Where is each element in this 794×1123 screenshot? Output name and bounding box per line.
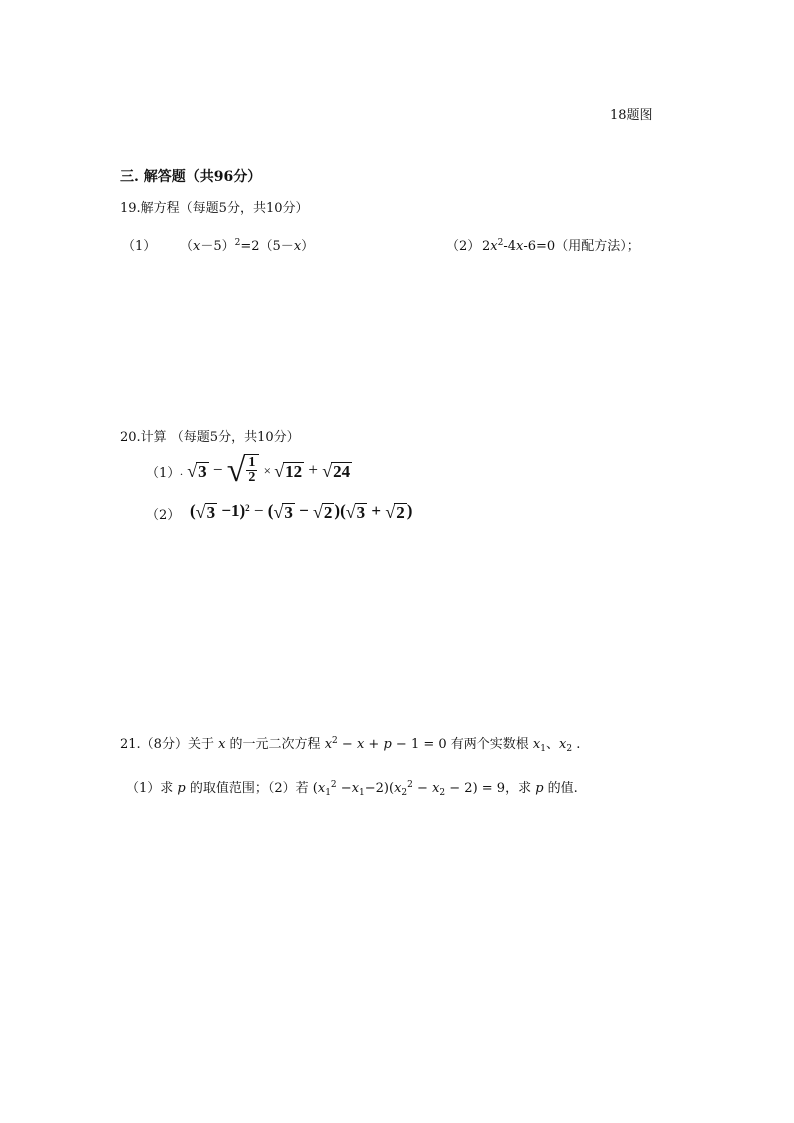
q19-part2-expression: $2x^2-4x-6=0$（用配方法）； (482, 238, 640, 254)
figure-caption: 18题图 (610, 108, 653, 123)
section-title: 三. 解答题（共96分） (120, 169, 262, 185)
q19-header: 19.解方程（每题5分，共10分） (120, 201, 309, 216)
q21-statement: 21.（8分）关于 x 的一元二次方程 $x^2 - x + p - 1 = 0$ 有两个实数根 $x_1$、$x_2$ . (120, 736, 581, 754)
q20-part2-label: （2） (146, 508, 181, 523)
q20-part2-expression: ( √ 3 −1)$^2$ − ( √ 3 − √ 2 )( √ 3 + √ 2 ) (190, 501, 413, 523)
q19-part1-label: （1） (122, 239, 157, 254)
q20-part1-expression: . √ 3 − √ $\frac{1}{2}$ × √ 12 + √ 24 (180, 452, 351, 489)
q21-parts: （1）求 p 的取值范围；（2）若 $(x_1^2 -x_1-2)(x_2^2 - x_2 - 2) = 9$，求 p 的值. (126, 780, 578, 798)
q20-part1-label: （1） (146, 466, 181, 481)
q19-part2-label: （2） (446, 239, 481, 254)
q19-part1-expression: $(x-5)^2=2(5-x)$ (180, 238, 315, 254)
q20-header: 20.计算 （每题5分，共10分） (120, 430, 300, 445)
